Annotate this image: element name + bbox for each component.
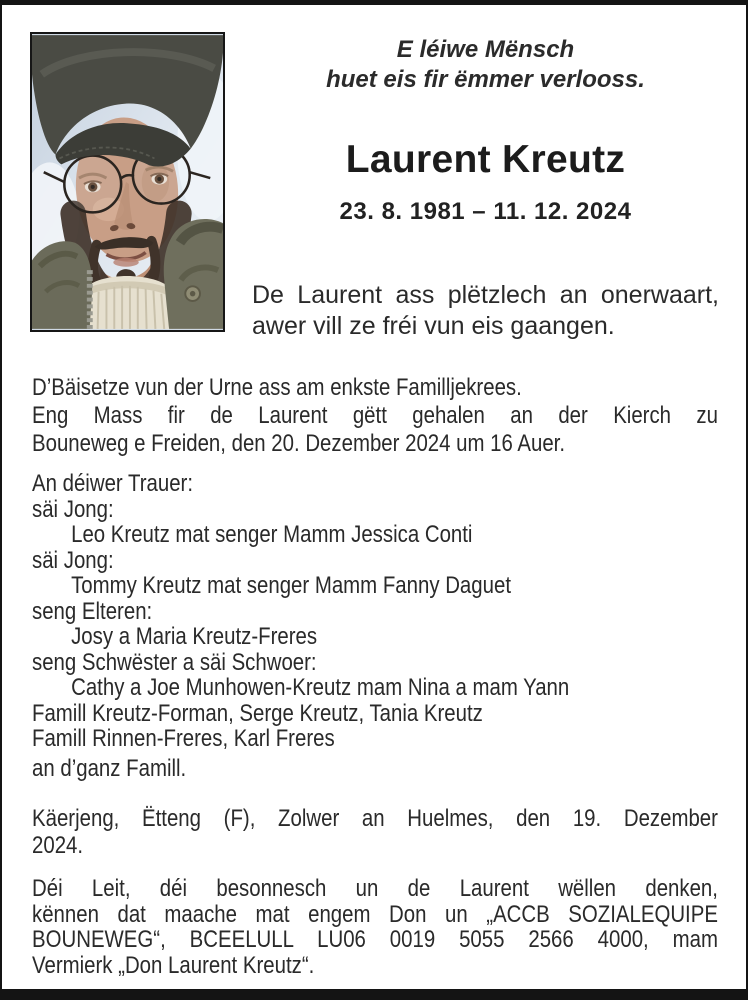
place-date-line: 2024. xyxy=(32,832,84,859)
funeral-line: D’Bäisetze vun der Urne ass am enkste Familljekrees. xyxy=(32,374,522,401)
mourner-label: seng Elteren: xyxy=(32,597,153,625)
funeral-line: Bouneweg e Freiden, den 20. Dezember 2024 um 16 Auer. xyxy=(32,430,566,457)
intro-paragraph xyxy=(252,280,719,342)
family-line: Famill Rinnen-Freres, Karl Freres xyxy=(32,725,335,752)
deceased-name: Laurent Kreutz xyxy=(345,138,626,181)
mourner-person: Tommy Kreutz mat senger Mamm Fanny Daguet xyxy=(71,572,511,599)
family-line: Famill Kreutz-Forman, Serge Kreutz, Tania Kreutz xyxy=(32,699,483,727)
portrait-photo xyxy=(30,32,225,332)
motto-line-1: E léiwe Mënsch xyxy=(396,36,575,63)
funeral-line: Eng Mass fir de Laurent gëtt gehalen an der Kierch zu xyxy=(32,402,718,429)
mourner-label: seng Schwëster a säi Schwoer: xyxy=(32,648,317,676)
mourner-person: Cathy a Joe Munhowen-Kreutz mam Nina a mam Yann xyxy=(71,674,570,701)
motto-line-2: huet eis fir ëmmer verlooss. xyxy=(326,66,645,93)
mourner-person: Leo Kreutz mat senger Mamm Jessica Conti xyxy=(71,521,473,548)
intro-line-1: De Laurent ass plëtzlech an onerwaart, xyxy=(252,281,719,309)
donation-paragraph xyxy=(32,876,718,978)
funeral-paragraph xyxy=(32,374,718,458)
header-text-column xyxy=(225,32,719,342)
place-date-line: Käerjeng, Ëtteng (F), Zolwer an Huelmes, den 19. Dezember xyxy=(32,805,718,832)
donation-line: Déi Leit, déi besonnesch un de Laurent wëllen denken, xyxy=(32,875,718,902)
intro-line-2: awer vill ze fréi vun eis gaangen. xyxy=(252,312,615,340)
donation-line: BOUNEWEG“, BCEELULL LU06 0019 5055 2566 4000, mam xyxy=(32,926,718,953)
notice-body xyxy=(32,374,719,978)
mourner-person: Josy a Maria Kreutz-Freres xyxy=(71,623,318,650)
donation-line: Vermierk „Don Laurent Kreutz“. xyxy=(32,951,315,979)
notice-header xyxy=(30,32,719,342)
mourning-heading: An déiwer Trauer: xyxy=(32,470,194,497)
mourning-section xyxy=(32,471,718,781)
motto xyxy=(252,35,719,95)
mourning-closing: an d’ganz Famill. xyxy=(32,754,187,782)
portrait-illustration xyxy=(32,34,223,330)
mourner-label: säi Jong: xyxy=(32,495,114,523)
donation-line: kënnen dat maache mat engem Don un „ACCB SOZIALEQUIPE xyxy=(32,900,718,928)
condensed-text-block xyxy=(32,374,718,978)
mourner-label: säi Jong: xyxy=(32,546,114,574)
life-dates: 23. 8. 1981 – 11. 12. 2024 xyxy=(339,198,632,225)
place-date-paragraph xyxy=(32,805,718,859)
